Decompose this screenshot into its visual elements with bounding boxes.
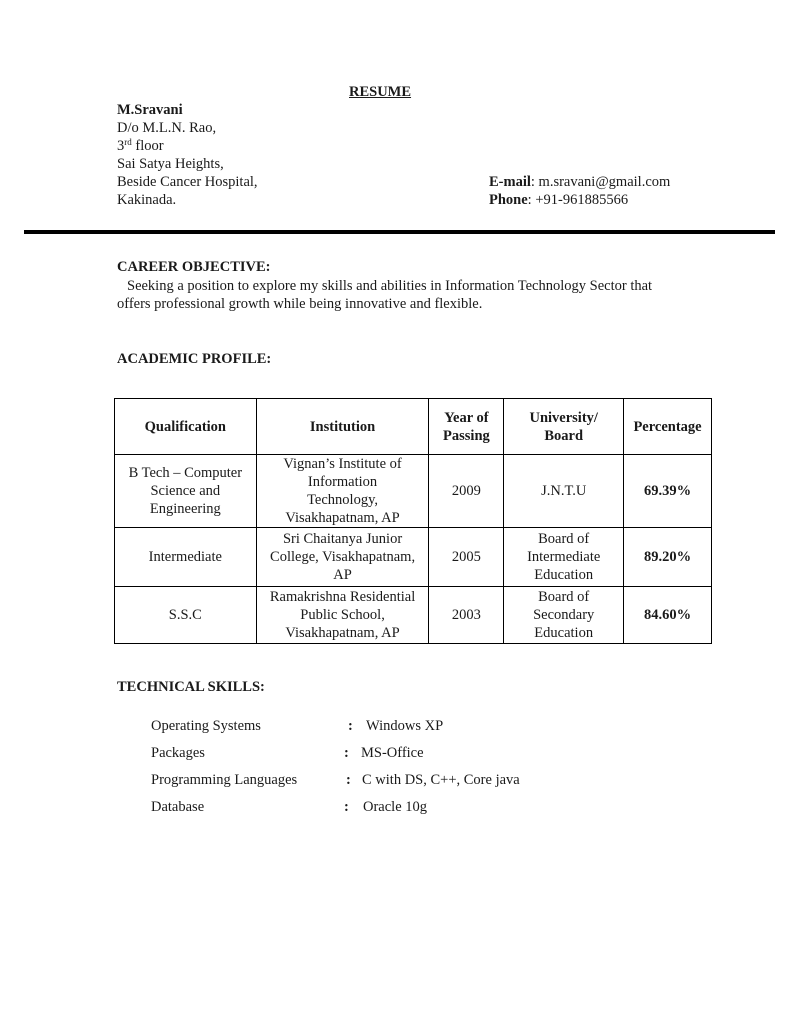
skill-value-languages: C with DS, C++, Core java (362, 772, 520, 788)
address-line-1: D/o M.L.N. Rao, (117, 120, 217, 136)
header-divider (24, 230, 775, 234)
address-line-3: Sai Satya Heights, (117, 156, 224, 172)
cell-qualification: S.S.C (115, 587, 257, 644)
objective-line-1: Seeking a position to explore my skills and abilities in Information Technology Sector that (127, 278, 653, 294)
skill-colon: : (344, 799, 349, 815)
email-value: : m.sravani@gmail.com (530, 174, 671, 190)
cell-board: Board of Secondary Education (504, 587, 624, 644)
phone-value: : +91-961885566 (527, 192, 629, 208)
objective-line-2: offers professional growth while being innovative and flexible. (117, 296, 483, 312)
cell-qualification: Intermediate (115, 528, 257, 587)
skill-label-os: Operating Systems (151, 718, 261, 734)
skill-value-os: Windows XP (366, 718, 444, 734)
header-university: University/ Board (504, 399, 624, 455)
email-line (489, 173, 670, 191)
cell-percentage: 84.60% (624, 587, 712, 644)
cell-year: 2005 (429, 528, 504, 587)
cell-percentage: 69.39% (624, 455, 712, 528)
address-line-4: Beside Cancer Hospital, (117, 174, 258, 190)
table-row (115, 587, 712, 644)
header-year: Year of Passing (429, 399, 504, 455)
career-objective-heading: CAREER OBJECTIVE: (117, 259, 271, 275)
cell-qualification: B Tech – Computer Science and Engineering (115, 455, 257, 528)
candidate-name: M.Sravani (117, 102, 183, 118)
skill-colon: : (346, 772, 351, 788)
cell-percentage: 89.20% (624, 528, 712, 587)
academic-profile-heading: ACADEMIC PROFILE: (117, 351, 272, 367)
phone-line (489, 191, 628, 209)
phone-label: Phone (489, 192, 528, 208)
table-row (115, 528, 712, 587)
address-line-5: Kakinada. (117, 192, 177, 208)
skill-colon: : (344, 745, 349, 761)
cell-institution: Vignan’s Institute of Information Technology, Visakhapatnam, AP (256, 455, 429, 528)
skill-colon: : (348, 718, 353, 734)
cell-institution: Ramakrishna Residential Public School, Visakhapatnam, AP (256, 587, 429, 644)
table-header-row (115, 399, 712, 455)
technical-skills-heading: TECHNICAL SKILLS: (117, 679, 265, 695)
career-objective-text (117, 277, 717, 313)
cell-institution: Sri Chaitanya Junior College, Visakhapatnam, AP (256, 528, 429, 587)
cell-board: J.N.T.U (504, 455, 624, 528)
resume-title: RESUME (349, 84, 412, 100)
cell-year: 2009 (429, 455, 504, 528)
table-row (115, 455, 712, 528)
academic-table (114, 398, 712, 644)
skill-label-languages: Programming Languages (151, 772, 298, 788)
skill-value-packages: MS-Office (361, 745, 424, 761)
skill-label-database: Database (151, 799, 205, 815)
floor-ordinal: rd (124, 137, 132, 147)
cell-year: 2003 (429, 587, 504, 644)
floor-word: floor (131, 138, 164, 154)
address-line-2 (117, 137, 164, 155)
header-qualification: Qualification (115, 399, 257, 455)
skill-label-packages: Packages (151, 745, 205, 761)
floor-number: 3 (117, 138, 125, 154)
header-institution: Institution (256, 399, 429, 455)
email-label: E-mail (489, 174, 531, 190)
cell-board: Board of Intermediate Education (504, 528, 624, 587)
skill-value-database: Oracle 10g (363, 799, 428, 815)
header-percentage: Percentage (624, 399, 712, 455)
